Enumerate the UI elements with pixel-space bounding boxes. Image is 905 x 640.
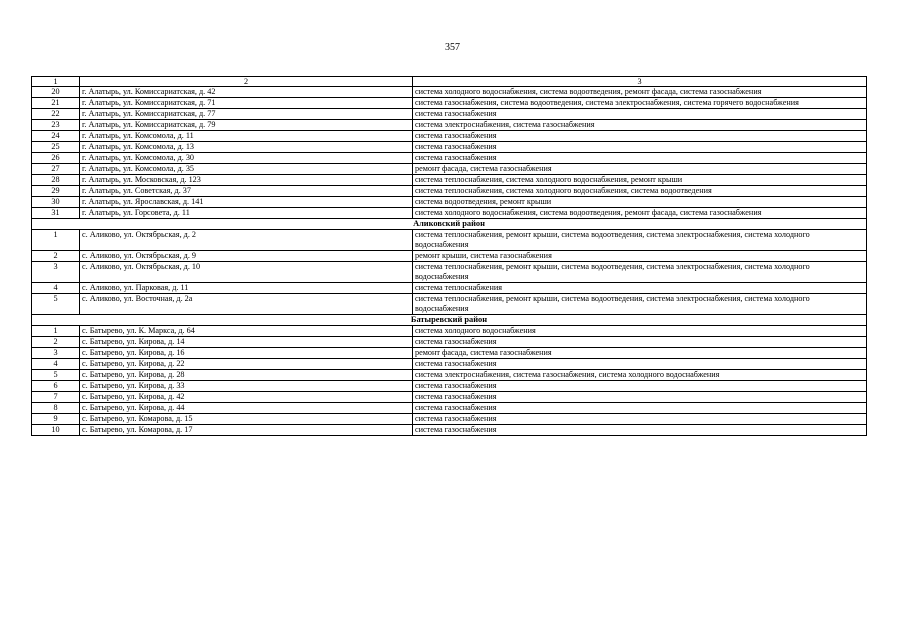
table-row bbox=[32, 142, 867, 153]
row-number: 4 bbox=[32, 283, 80, 294]
row-number: 30 bbox=[32, 197, 80, 208]
table-row bbox=[32, 348, 867, 359]
row-address: с. Батырево, ул. Кирова, д. 22 bbox=[80, 359, 413, 370]
district-header-row bbox=[32, 219, 867, 230]
row-address: с. Батырево, ул. Кирова, д. 33 bbox=[80, 381, 413, 392]
row-address: г. Алатырь, ул. Московская, д. 123 bbox=[80, 175, 413, 186]
table-row bbox=[32, 120, 867, 131]
row-address: г. Алатырь, ул. Комиссариатская, д. 42 bbox=[80, 87, 413, 98]
table-row bbox=[32, 186, 867, 197]
table-row bbox=[32, 262, 867, 283]
row-works: система газоснабжения bbox=[413, 109, 867, 120]
row-works: система газоснабжения bbox=[413, 359, 867, 370]
row-number: 4 bbox=[32, 359, 80, 370]
column-header-works: 3 bbox=[413, 77, 867, 87]
row-works: ремонт фасада, система газоснабжения bbox=[413, 348, 867, 359]
row-works: система газоснабжения bbox=[413, 403, 867, 414]
row-address: с. Аликово, ул. Парковая, д. 11 bbox=[80, 283, 413, 294]
row-address: с. Аликово, ул. Октябрьская, д. 9 bbox=[80, 251, 413, 262]
table-body bbox=[32, 87, 867, 436]
row-works: система газоснабжения bbox=[413, 414, 867, 425]
row-works: система газоснабжения bbox=[413, 337, 867, 348]
row-works: система теплоснабжения, система холодного водоснабжения, ремонт крыши bbox=[413, 175, 867, 186]
row-address: с. Батырево, ул. Кирова, д. 42 bbox=[80, 392, 413, 403]
table-row bbox=[32, 175, 867, 186]
table-row bbox=[32, 359, 867, 370]
row-address: г. Алатырь, ул. Горсовета, д. 11 bbox=[80, 208, 413, 219]
table-row bbox=[32, 131, 867, 142]
table-row bbox=[32, 208, 867, 219]
row-address: с. Аликово, ул. Октябрьская, д. 2 bbox=[80, 230, 413, 251]
table-row bbox=[32, 370, 867, 381]
table-row bbox=[32, 230, 867, 251]
row-works: система теплоснабжения, ремонт крыши, система водоотведения, система электроснабжения, система холодного водоснабжения bbox=[413, 294, 867, 315]
row-number: 3 bbox=[32, 262, 80, 283]
row-works: система газоснабжения bbox=[413, 425, 867, 436]
row-number: 1 bbox=[32, 230, 80, 251]
table-row bbox=[32, 294, 867, 315]
row-number: 5 bbox=[32, 294, 80, 315]
row-address: с. Батырево, ул. Кирова, д. 44 bbox=[80, 403, 413, 414]
row-number: 21 bbox=[32, 98, 80, 109]
row-address: с. Батырево, ул. Кирова, д. 28 bbox=[80, 370, 413, 381]
row-address: с. Аликово, ул. Восточная, д. 2а bbox=[80, 294, 413, 315]
row-number: 1 bbox=[32, 326, 80, 337]
row-works: система теплоснабжения bbox=[413, 283, 867, 294]
column-header-address: 2 bbox=[80, 77, 413, 87]
row-number: 10 bbox=[32, 425, 80, 436]
row-number: 28 bbox=[32, 175, 80, 186]
row-address: г. Алатырь, ул. Комиссариатская, д. 71 bbox=[80, 98, 413, 109]
table-row bbox=[32, 425, 867, 436]
row-number: 2 bbox=[32, 251, 80, 262]
row-works: система водоотведения, ремонт крыши bbox=[413, 197, 867, 208]
table-row bbox=[32, 109, 867, 120]
row-number: 6 bbox=[32, 381, 80, 392]
row-address: г. Алатырь, ул. Комсомола, д. 30 bbox=[80, 153, 413, 164]
page-number: 357 bbox=[445, 42, 460, 53]
row-number: 20 bbox=[32, 87, 80, 98]
table-row bbox=[32, 87, 867, 98]
row-number: 23 bbox=[32, 120, 80, 131]
table-row bbox=[32, 283, 867, 294]
row-works: ремонт фасада, система газоснабжения bbox=[413, 164, 867, 175]
row-number: 2 bbox=[32, 337, 80, 348]
row-number: 5 bbox=[32, 370, 80, 381]
row-works: система газоснабжения bbox=[413, 153, 867, 164]
row-number: 27 bbox=[32, 164, 80, 175]
row-number: 9 bbox=[32, 414, 80, 425]
table-row bbox=[32, 98, 867, 109]
table-row bbox=[32, 381, 867, 392]
row-address: г. Алатырь, ул. Комсомола, д. 13 bbox=[80, 142, 413, 153]
row-number: 22 bbox=[32, 109, 80, 120]
row-works: система газоснабжения bbox=[413, 381, 867, 392]
row-works: система газоснабжения bbox=[413, 131, 867, 142]
row-number: 24 bbox=[32, 131, 80, 142]
table-row bbox=[32, 164, 867, 175]
district-header-row bbox=[32, 315, 867, 326]
row-address: г. Алатырь, ул. Комсомола, д. 11 bbox=[80, 131, 413, 142]
table-row bbox=[32, 414, 867, 425]
row-works: система электроснабжения, система газоснабжения bbox=[413, 120, 867, 131]
table-row bbox=[32, 326, 867, 337]
district-title: Аликовский район bbox=[32, 219, 867, 230]
row-works: система теплоснабжения, ремонт крыши, система водоотведения, система электроснабжения, система холодного водоснабжения bbox=[413, 262, 867, 283]
row-address: с. Батырево, ул. К. Маркса, д. 64 bbox=[80, 326, 413, 337]
row-number: 7 bbox=[32, 392, 80, 403]
row-address: с. Батырево, ул. Кирова, д. 16 bbox=[80, 348, 413, 359]
district-title: Батыревский район bbox=[32, 315, 867, 326]
row-address: с. Батырево, ул. Комарова, д. 15 bbox=[80, 414, 413, 425]
row-number: 8 bbox=[32, 403, 80, 414]
row-works: система теплоснабжения, ремонт крыши, система водоотведения, система электроснабжения, система холодного водоснабжения bbox=[413, 230, 867, 251]
works-table bbox=[31, 76, 867, 436]
table-row bbox=[32, 153, 867, 164]
row-address: г. Алатырь, ул. Советская, д. 37 bbox=[80, 186, 413, 197]
row-works: система газоснабжения, система водоотведения, система электроснабжения, система горячего водоснабжения bbox=[413, 98, 867, 109]
row-works: система газоснабжения bbox=[413, 142, 867, 153]
row-number: 3 bbox=[32, 348, 80, 359]
row-number: 29 bbox=[32, 186, 80, 197]
table-row bbox=[32, 337, 867, 348]
column-header-number: 1 bbox=[32, 77, 80, 87]
table-header-row bbox=[32, 77, 867, 87]
row-works: система холодного водоснабжения, система водоотведения, ремонт фасада, система газоснабжения bbox=[413, 208, 867, 219]
row-works: система теплоснабжения, система холодного водоснабжения, система водоотведения bbox=[413, 186, 867, 197]
row-works: ремонт крыши, система газоснабжения bbox=[413, 251, 867, 262]
row-works: система холодного водоснабжения bbox=[413, 326, 867, 337]
row-address: с. Батырево, ул. Комарова, д. 17 bbox=[80, 425, 413, 436]
row-number: 26 bbox=[32, 153, 80, 164]
row-works: система газоснабжения bbox=[413, 392, 867, 403]
row-works: система электроснабжения, система газоснабжения, система холодного водоснабжения bbox=[413, 370, 867, 381]
row-number: 31 bbox=[32, 208, 80, 219]
table-row bbox=[32, 392, 867, 403]
row-address: с. Аликово, ул. Октябрьская, д. 10 bbox=[80, 262, 413, 283]
row-address: г. Алатырь, ул. Ярославская, д. 141 bbox=[80, 197, 413, 208]
table-row bbox=[32, 403, 867, 414]
row-address: г. Алатырь, ул. Комсомола, д. 35 bbox=[80, 164, 413, 175]
row-address: г. Алатырь, ул. Комиссариатская, д. 79 bbox=[80, 120, 413, 131]
table-row bbox=[32, 251, 867, 262]
row-number: 25 bbox=[32, 142, 80, 153]
table-row bbox=[32, 197, 867, 208]
row-address: с. Батырево, ул. Кирова, д. 14 bbox=[80, 337, 413, 348]
row-address: г. Алатырь, ул. Комиссариатская, д. 77 bbox=[80, 109, 413, 120]
row-works: система холодного водоснабжения, система водоотведения, ремонт фасада, система газоснабжения bbox=[413, 87, 867, 98]
